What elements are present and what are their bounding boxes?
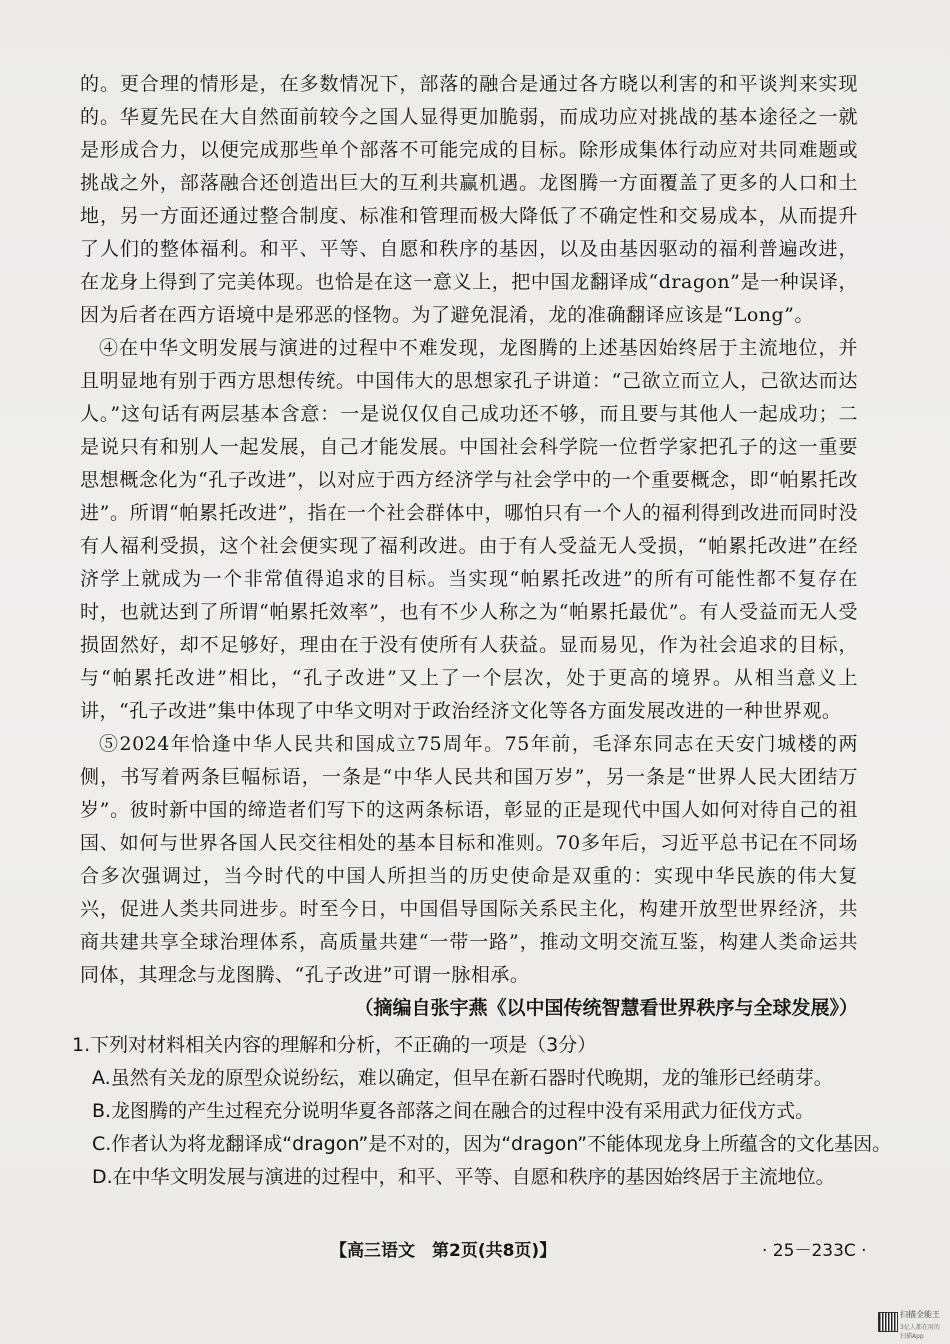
scanner-brand: 扫描全能王 (900, 1310, 940, 1319)
scanner-watermark (878, 1308, 944, 1338)
scanner-tagline: 3亿人都在用的扫描App (900, 1324, 940, 1340)
option-b[interactable]: B.龙图腾的产生过程充分说明华夏各部落之间在融合的过程中没有采用武力征伐方式。 (92, 1100, 815, 1122)
paragraph-5: ⑤2024年恰逢中华人民共和国成立75周年。75年前，毛泽东同志在天安门城楼的两侧，书写着两条巨幅标语，一条是“中华人民共和国万岁”，另一条是“世界人民大团结万岁”。彼时新中国的缔造者们写下的这两条标语，彰显的正是现代中国人如何对待自己的祖国、如何与世界各国人民交往相处的基本目标和准则。70多年后，习近平总书记在不同场合多次强调过，当今时代的中国人所担当的历史使命是双重的：实现中华民族的伟大复兴，促进人类共同进步。时至今日，中国倡导国际关系民主化，构建开放型世界经济，共商共建共享全球治理体系，高质量共建“一带一路”，推动文明交流互鉴，构建人类命运共同体，其理念与龙图腾、“孔子改进”可谓一脉相承。 (80, 733, 858, 986)
paragraph-continuation: 的。更合理的情形是，在多数情况下，部落的融合是通过各方晓以利害的和平谈判来实现的。华夏先民在大自然面前较今之国人显得更加脆弱，而成功应对挑战的基本途径之一就是形成合力，以便完成那些单个部落不可能完成的目标。除形成集体行动应对共同难题或挑战之外，部落融合还创造出巨大的互利共赢机遇。龙图腾一方面覆盖了更多的人口和土地，另一方面还通过整合制度、标准和管理而极大降低了不确定性和交易成本，从而提升了人们的整体福利。和平、平等、自愿和秩序的基因，以及由基因驱动的福利普遍改进，在龙身上得到了完美体现。也恰是在这一意义上，把中国龙翻译成“dragon”是一种误译，因为后者在西方语境中是邪恶的怪物。为了避免混淆，龙的准确翻译应该是“Long”。 (80, 73, 858, 326)
footer-page-info: 【高三语文 第2页(共8页)】 (330, 1241, 557, 1261)
page-footer (0, 1236, 950, 1266)
qr-code-icon (878, 1312, 898, 1332)
option-d[interactable]: D.在中华文明发展与演进的过程中，和平、平等、自愿和秩序的基因始终居于主流地位。 (92, 1166, 835, 1188)
footer-code: · 25－233C · (762, 1241, 867, 1261)
question-stem: 1.下列对材料相关内容的理解和分析，不正确的一项是（3分） (72, 1034, 597, 1056)
paragraph-4: ④在中华文明发展与演进的过程中不难发现，龙图腾的上述基因始终居于主流地位，并且明显地有别于西方思想传统。中国伟大的思想家孔子讲道：“己欲立而立人，己欲达而达人。”这句话有两层基本含意：一是说仅仅自己成功还不够，而且要与其他人一起成功；二是说只有和别人一起发展，自己才能发展。中国社会科学院一位哲学家把孔子的这一重要思想概念化为“孔子改进”，以对应于西方经济学与社会学中的一个重要概念，即“帕累托改进”。所谓“帕累托改进”，指在一个社会群体中，哪怕只有一个人的福利得到改进而同时没有人福利受损，这个社会便实现了福利改进。由于有人受益无人受损，“帕累托改进”在经济学上就成为一个非常值得追求的目标。当实现“帕累托改进”的所有可能性都不复存在时，也就达到了所谓“帕累托效率”，也有不少人称之为“帕累托最优”。有人受益而无人受损固然好，却不足够好，理由在于没有使所有人获益。显而易见，作为社会追求的目标，与“帕累托改进”相比，“孔子改进”又上了一个层次，处于更高的境界。从相当意义上讲，“孔子改进”集中体现了中华文明对于政治经济文化等各方面发展改进的一种世界观。 (80, 337, 858, 722)
page-content (72, 68, 892, 1194)
option-c[interactable]: C.作者认为将龙翻译成“dragon”是不对的，因为“dragon”不能体现龙身上所蕴含的文化基因。 (92, 1133, 892, 1155)
source-citation: （摘编自张宇燕《以中国传统智慧看世界秩序与全球发展》） (354, 997, 858, 1019)
option-a[interactable]: A.虽然有关龙的原型众说纷纭，难以确定，但早在新石器时代晚期，龙的雏形已经萌芽。 (92, 1067, 833, 1089)
